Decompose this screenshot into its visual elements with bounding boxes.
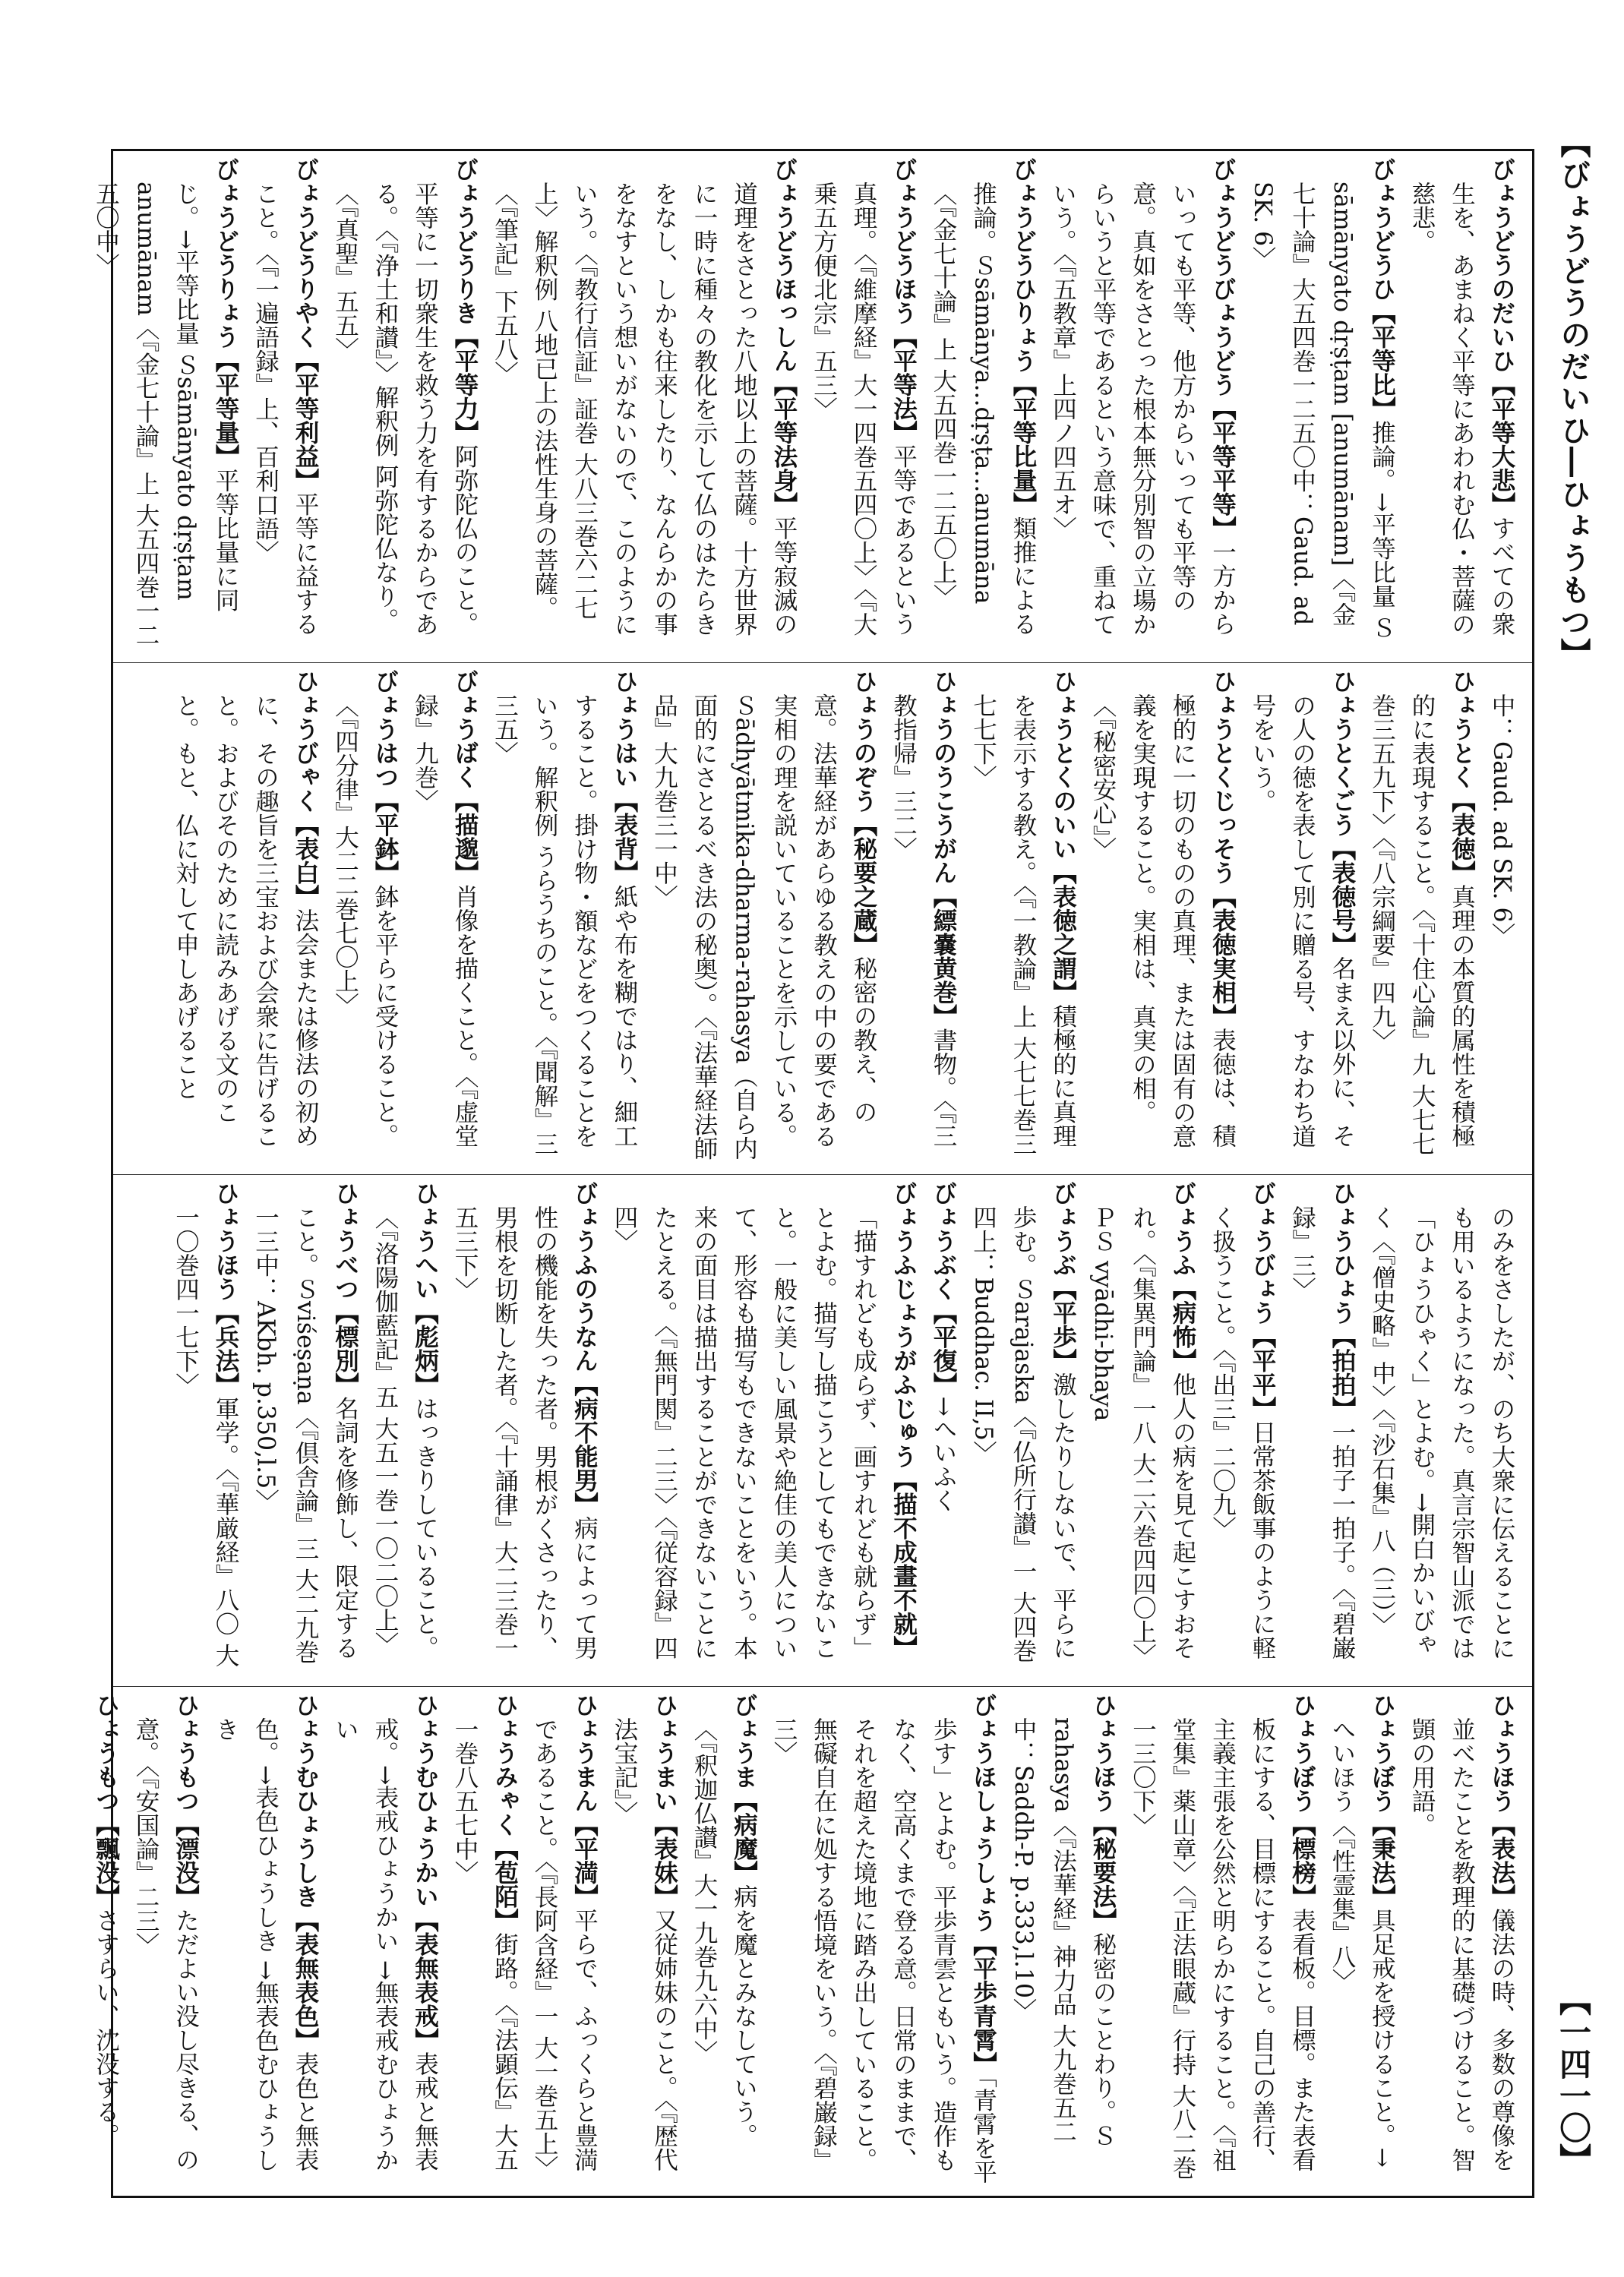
entry-body: 肖像を描くこと。〈『虚堂録』九巻〉 — [411, 693, 479, 1148]
entry-headword: ひょうもつ【飄没】 — [92, 1693, 121, 1909]
dictionary-entry — [445, 1693, 525, 2185]
dictionary-entry — [1243, 669, 1363, 1161]
entry-headword: びょうびょう【平平】 — [1249, 1181, 1277, 1420]
dictionary-entry — [405, 669, 485, 1161]
entry-headword: ひょうはい【表背】 — [611, 669, 639, 885]
dictionary-entry — [1003, 1693, 1123, 2185]
entry-body: 日常茶飯事のように軽く扱うこと。〈『出三』二〇九〉 — [1209, 1205, 1276, 1660]
dictionary-entry — [166, 669, 325, 1161]
entry-body: 街路。〈『法顕伝』大五一巻八五七中〉 — [451, 1716, 519, 2171]
entry-body: 軍学。〈『華厳経』八〇 大一〇巻四一七下〉 — [172, 1205, 239, 1668]
dictionary-entry — [1402, 1693, 1522, 2185]
entry-headword: びょうどうひ【平等比】 — [1368, 157, 1397, 421]
entry-headword: ひょうのうこうがん【縹嚢黄巻】 — [930, 669, 958, 1028]
dictionary-entry — [245, 1181, 365, 1673]
dictionary-frame — [92, 149, 1534, 2198]
entry-body: 平等比量に同じ。→平等比量 Ｓsāmānyato dṛṣṭam anumānam〈『金七十論』上 大五四巻一二五〇中〉 — [92, 181, 239, 646]
entry-headword: びょうま【病魔】 — [730, 1693, 759, 1884]
entry-headword: びょうふじょうがふじゅう【描不成畫不就】 — [889, 1181, 918, 1660]
entry-body: 平らで、ふっくらと豊満であること。〈『長阿含経』一 大一巻五上〉 — [531, 1716, 599, 2180]
dictionary-entry — [325, 157, 485, 649]
dictionary-entry — [764, 1693, 1003, 2185]
tier-3-text — [166, 1175, 1532, 1673]
tier-2-text — [166, 663, 1532, 1161]
entry-body: はっきりしていること。〈『洛陽伽藍記』五 大五一巻一〇二〇上〉 — [371, 1205, 439, 1660]
entry-body: 紙や布を糊ではり、細工すること。掛け物・額などをつくることをいう。解釈例 うらうちのこと。〈『聞解』三三五〉 — [491, 693, 638, 1156]
entry-body: 類推による推論。Ｓsāmānya...dṛṣṭa...anumāna〈『金七十論』上 大五四巻一二五〇上〉 — [930, 181, 1037, 636]
entry-body: さすらい、沈没する。 — [92, 1908, 120, 2148]
entry-body: 病を魔とみなしていう。〈『釈迦仏讃』大一九巻九六中〉 — [690, 1716, 758, 2148]
entry-headword: びょうはつ【平鉢】 — [371, 669, 400, 885]
dictionary-entry — [1083, 1181, 1203, 1673]
entry-body: 阿弥陀仏のこと。平等に一切衆生を救う力を有するからである。〈『浄土和讃』〉解釈例 阿弥陀仏なり。〈『真聖』五五〉 — [331, 181, 479, 636]
entry-headword: ひょうむひょうしき【表無表色】 — [292, 1693, 320, 2052]
entry-body: 一拍子一拍子。〈『碧巌録』三〉 — [1288, 1205, 1356, 1660]
dictionary-entry — [605, 1693, 684, 2185]
tier-3 — [113, 1175, 1532, 1687]
dictionary-entry — [126, 1693, 206, 2185]
entry-headword: ひょうほう【兵法】 — [212, 1181, 240, 1397]
dictionary-entry — [1362, 1181, 1521, 1673]
entry-headword: びょうふのうなん【病不能男】 — [570, 1181, 599, 1516]
entry-headword: ひょうへい【彪炳】 — [411, 1181, 440, 1397]
entry-headword: ひょうとくのいい【表徳之謂】 — [1049, 669, 1078, 1004]
entry-body: のみをさしたが、のち大衆に伝えることにも用いるようになった。真言宗智山派では「ひょうひゃく」とよむ。→開白かいびゃく〈『僧史略』中〉〈『沙石集』八（三）〉 — [1368, 1205, 1515, 1660]
entry-headword: ひょうぼう【秉法】 — [1368, 1693, 1397, 1909]
dictionary-entry — [924, 1181, 964, 1673]
entry-body: 秘密の教え、の意。法華経があらゆる教えの中の要である実相の理を説いていることを示している。Ｓādhyātmika-dharma-rahasya（自ら内面的にさとるべき法の秘奥）。〈『法華経法師品』大九巻三一中〉 — [650, 693, 877, 1160]
entry-body: 平等であるという真理。〈『維摩経』大一四巻五四〇上〉〈『大乗五方便北宗』五三〉 — [810, 181, 918, 636]
entry-body: すべての衆生を、あまねく平等にあわれむ仏・菩薩の慈悲。 — [1408, 181, 1515, 636]
entry-body: 又従姉妹のこと。〈『歴代法宝記』〉 — [611, 1716, 678, 2171]
entry-headword: ひょうまん【平満】 — [570, 1693, 599, 1909]
dictionary-entry — [1123, 1693, 1322, 2185]
dictionary-entry — [1362, 669, 1482, 1161]
entry-body: 儀法の時、多数の尊像を並べたことを教理的に基礎づけること。智顗の用語。 — [1408, 1716, 1515, 2171]
entry-body: 「青霄を平歩す」とよむ。平歩青雲ともいう。造作もなく、空高くまで登る意。日常のままで、それを超えた境地に踏み出していること。無礙自在に処する悟境をいう。〈『碧巌録』三〉 — [770, 1716, 997, 2184]
entry-headword: びょうどうりやく【平等利益】 — [292, 157, 320, 492]
header-title: 【びょうどうのだいひ―ひょうもつ】 — [1556, 128, 1591, 670]
entry-body: 「描すれども成らず、画すれども就らず」とよむ。描写し描こうとしてもできないこと。一般に美しい風景や絶佳の美人について、形容も描写もできないことをいう。本来の面目は描出することができないことにたとえる。〈『無門関』二三〉〈『従容録』四四〉 — [611, 1205, 877, 1660]
entry-headword: びょうどうびょうどう【平等平等】 — [1209, 157, 1237, 540]
entry-headword: ひょうほう【表法】 — [1488, 1693, 1516, 1909]
dictionary-entry — [525, 1693, 605, 2185]
dictionary-entry — [485, 669, 644, 1161]
entry-headword: びょうぶく【平復】 — [930, 1181, 958, 1397]
dictionary-entry — [206, 1693, 326, 2185]
dictionary-entry — [924, 157, 1044, 649]
entry-headword: びょうどうのだいひ【平等大悲】 — [1488, 157, 1516, 516]
entry-body: 平等に益すること。〈『一遍語録』上、百利口語〉 — [251, 181, 319, 636]
entry-body: 推論。→平等比量 Ｓsāmānyato dṛṣṭam [anumānam]〈『金七十論』大五四巻一二五〇中：Gaud. ad SK. 6〉 — [1249, 181, 1396, 640]
entry-body: 具足戒を授けること。→へいほう〈『性霊集』八〉 — [1329, 1716, 1396, 2168]
dictionary-entry — [325, 669, 405, 1161]
dictionary-entry — [1482, 669, 1522, 1161]
entry-body: 表看板。目標。また表看板にする、目標にすること。自己の善行、主義主張を公然と明らかにすること。〈『祖堂集』薬山章〉〈『正法眼蔵』行持 大八二巻一三〇下〉 — [1129, 1716, 1316, 2180]
entry-headword: ひょうべつ【標別】 — [331, 1181, 360, 1397]
entry-body: 表戒と無表戒。→表戒ひょうかい →無表戒むひょうかい — [331, 1716, 439, 2171]
dictionary-entry — [1202, 1181, 1282, 1673]
entry-headword: ひょうもつ【漂没】 — [172, 1693, 201, 1909]
entry-headword: ひょうまい【表妹】 — [650, 1693, 679, 1909]
dictionary-entry — [1402, 157, 1522, 649]
entry-body: 書物。〈『三教指帰』三二〉 — [889, 693, 957, 1148]
dictionary-entry — [963, 1181, 1083, 1673]
entry-headword: びょうぶ【平歩】 — [1049, 1181, 1078, 1372]
entry-headword: びょうほしょうしょう【平歩青霄】 — [969, 1693, 998, 2076]
dictionary-entry — [365, 1181, 445, 1673]
entry-body: ただよい没し尽きる、の意。〈『安国論』二三〉 — [132, 1716, 200, 2171]
entry-body: 積極的に真理を表示する教え。〈『一教論』上 大七七巻三七七下〉 — [969, 693, 1077, 1156]
tier-2 — [113, 663, 1532, 1175]
dictionary-entry — [86, 1693, 126, 2185]
entry-headword: ひょうむひょうかい【表無表戒】 — [411, 1693, 440, 2052]
entry-body: 他人の病を見て起こすおそれ。〈『集異門論』一八 大二六巻四四〇上〉ＰＳ vyādhi-bhaya — [1089, 1205, 1196, 1668]
entry-headword: ひょうぼう【標榜】 — [1288, 1693, 1317, 1909]
dictionary-entry — [883, 669, 963, 1161]
tier-1-text — [92, 151, 1532, 649]
dictionary-entry — [804, 157, 924, 649]
dictionary-entry — [1043, 157, 1243, 649]
entry-body: 病によって男性の機能を失った者。男根がくさったり、男根を切断した者。〈『十誦律』大二三巻一五三下〉 — [451, 1205, 599, 1660]
page-number: 【一四一〇】 — [1555, 1984, 1592, 2175]
entry-headword: びょうどうりき【平等力】 — [451, 157, 479, 444]
entry-body: 激したりしないで、平らに歩む。Ｓarajaska〈『仏所行讃』一 大四巻四上：Buddhac. II,5〉 — [969, 1205, 1077, 1663]
entry-headword: ひょうとくごう【表徳号】 — [1329, 669, 1357, 956]
entry-body: 表徳は、積極的に一切のものの真理、または固有の意義を実現すること。実相は、真実の相。〈『秘密安心』〉 — [1089, 693, 1237, 1148]
entry-headword: ひょうみゃく【苞陌】 — [491, 1693, 520, 1932]
entry-headword: びょうどうほう【平等法】 — [889, 157, 918, 444]
entry-headword: びょうどうりょう【平等量】 — [212, 157, 240, 469]
entry-headword: ひょうほう【秘要法】 — [1089, 1693, 1117, 1932]
dictionary-entry — [644, 669, 883, 1161]
dictionary-entry — [86, 157, 245, 649]
tier-4-text — [92, 1687, 1532, 2185]
entry-body: 法会または修法の初めに、その趣旨を三宝および会衆に告げること。およびそのために読みあげる文のこと。もと、仏に対して申しあげること — [172, 693, 319, 1148]
entry-body: 真理の本質的属性を積極的に表現すること。〈『十住心論』九 大七七巻三五九下〉〈『八宗綱要』四九〉 — [1368, 693, 1476, 1156]
entry-body: 平等寂滅の道理をさとった八地以上の菩薩。十方世界に一時に種々の教化を示して仏のはたらきをなし、しかも往来したり、なんらかの事をなすという想いがないので、このようにいう。〈『教行信証』証巻 大八三巻六二七上〉解釈例 八地已上の法性生身の菩薩。〈『筆記』下五八〉 — [491, 181, 798, 636]
tier-4 — [92, 1687, 1532, 2199]
dictionary-entry — [1322, 1693, 1402, 2185]
entry-headword: ひょうのぞう【秘要之蔵】 — [850, 669, 878, 956]
entry-body: 名詞を修飾し、限定すること。Ｓviśeṣaṇa〈『倶舎論』三 大二九巻一三中：AKbh. p.350,l.5〉 — [251, 1205, 359, 1663]
dictionary-entry — [1083, 669, 1243, 1161]
entry-body: 鉢を平らに受けること。〈『四分律』大二二巻七〇上〉 — [331, 693, 399, 1148]
entry-body: 中：Gaud. ad SK. 6〉 — [1488, 693, 1515, 946]
dictionary-entry — [166, 1181, 245, 1673]
entry-headword: びょうどうほっしん【平等法身】 — [770, 157, 798, 516]
entry-headword: びょうふ【病怖】 — [1169, 1181, 1197, 1372]
entry-headword: ひょうとく【表徳】 — [1448, 669, 1477, 885]
dictionary-entry — [1282, 1181, 1362, 1673]
entry-body: 名まえ以外に、その人の徳を表して別に贈る号、すなわち道号をいう。 — [1249, 693, 1356, 1148]
dictionary-entry — [325, 1693, 445, 2185]
dictionary-entry — [485, 157, 804, 649]
entry-body: 表色と無表色。→表色ひょうしき →無表色むひょうしき — [212, 1716, 319, 2171]
dictionary-entry — [963, 669, 1083, 1161]
entry-body: 秘密のことわり。Ｓrahasya〈『法華経』神力品 大九巻五二中：Saddh-P. p.333,l.10〉 — [1009, 1716, 1117, 2148]
entry-body: →へいふく — [930, 1396, 957, 1512]
dictionary-entry — [605, 1181, 924, 1673]
entry-headword: ひょうびゃく【表白】 — [292, 669, 320, 908]
entry-headword: ひょうとくじっそう【表徳実相】 — [1209, 669, 1237, 1028]
dictionary-entry — [1243, 157, 1402, 649]
dictionary-entry — [445, 1181, 605, 1673]
dictionary-entry — [245, 157, 325, 649]
dictionary-entry — [684, 1693, 764, 2185]
entry-headword: びょうどうひりょう【平等比量】 — [1009, 157, 1038, 516]
tier-1 — [92, 151, 1532, 663]
entry-headword: びょうばく【描邈】 — [451, 669, 479, 885]
entry-body: 一方からいっても平等、他方からいっても平等の意。真如をさとった根本無分別智の立場からいうと平等であるという意味で、重ねていう。〈『五教章』上四ノ四五オ〉 — [1049, 181, 1237, 636]
entry-headword: ひょうひょう【拍拍】 — [1329, 1181, 1357, 1420]
